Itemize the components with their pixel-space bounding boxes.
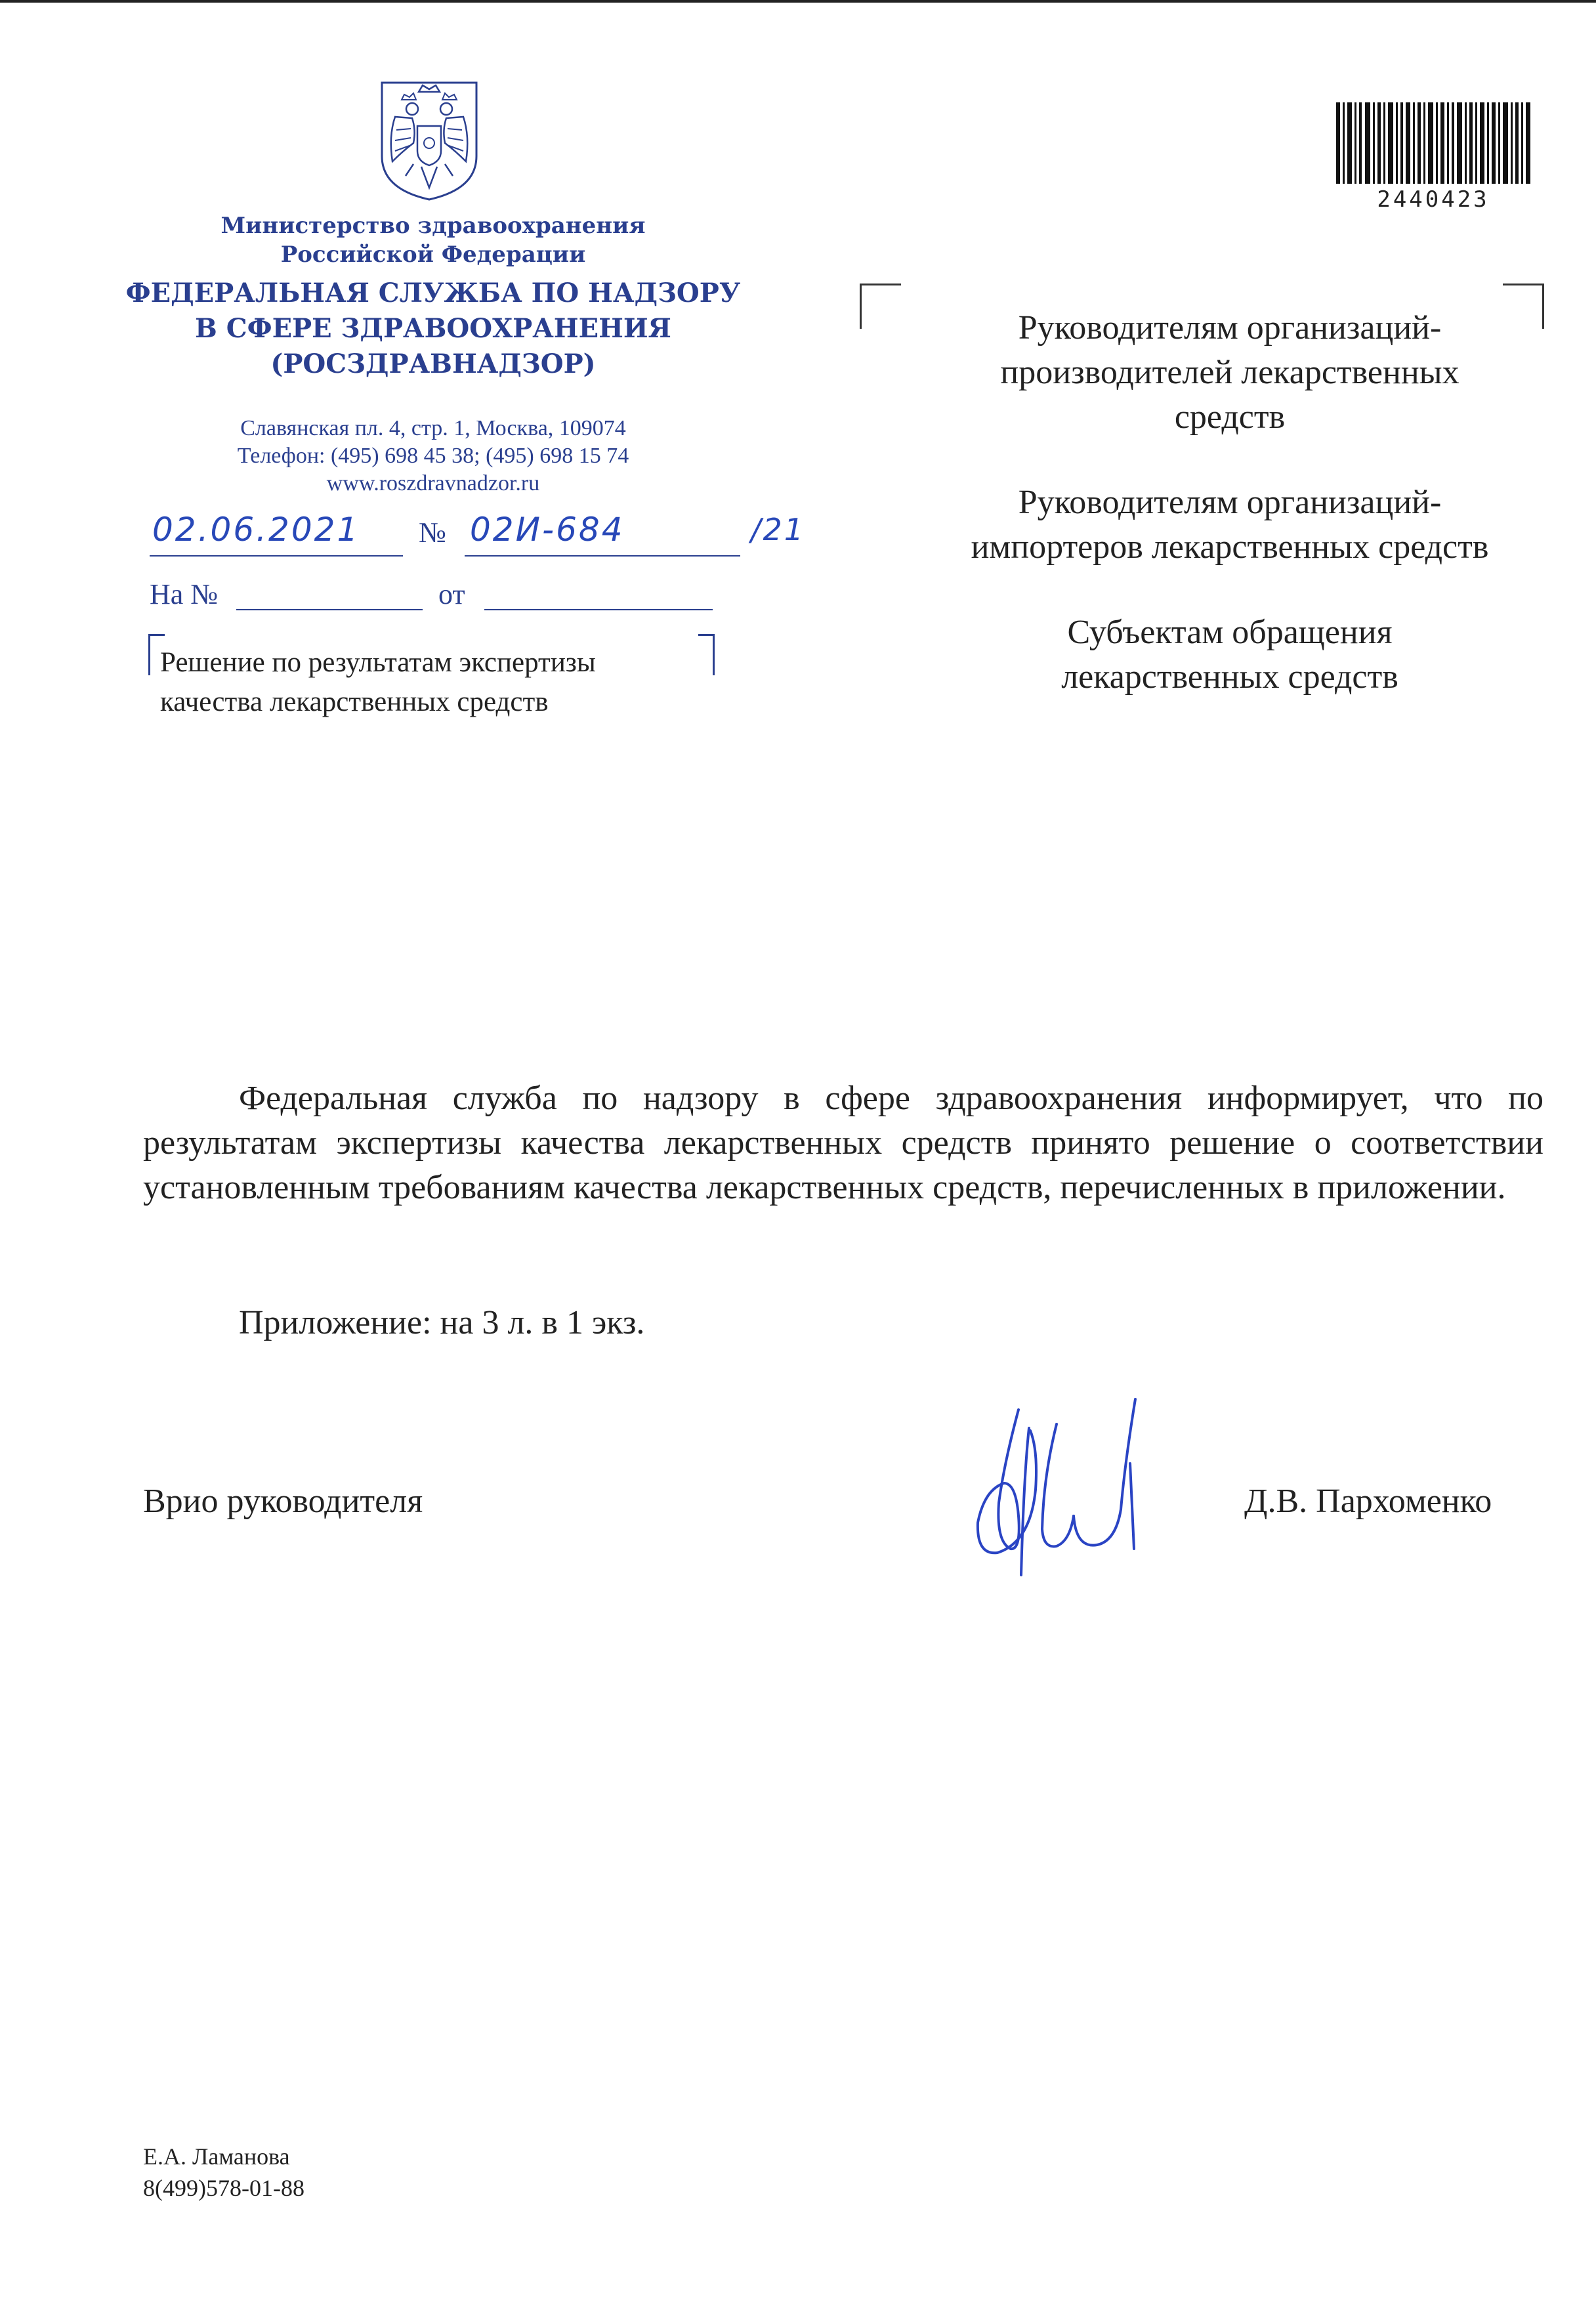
reply-to-label: На №: [150, 578, 219, 610]
reply-from-label: от: [438, 578, 465, 610]
address-bracket-left: [860, 284, 901, 329]
recipient-line: производителей лекарственных: [1000, 354, 1460, 391]
top-edge-line: [0, 0, 1596, 3]
executor-phone: 8(499)578-01-88: [143, 2175, 304, 2201]
barcode: [1336, 102, 1530, 184]
recipients-block: [908, 306, 1551, 740]
recipient-line: Руководителям организаций-: [1018, 484, 1442, 521]
ministry-name: [105, 211, 761, 269]
contact-block: [105, 415, 761, 497]
reply-date-line: [484, 609, 713, 610]
date-underline: [150, 555, 403, 557]
signatory-title: Врио руководителя: [143, 1483, 423, 1520]
number-underline: [465, 555, 740, 557]
handwritten-number: 02И-684: [470, 511, 625, 549]
barcode-number: 2440423: [1377, 186, 1490, 213]
handwritten-number-suffix: /21: [751, 512, 806, 547]
number-sign: №: [419, 516, 446, 549]
letter-body-paragraph: Федеральная служба по надзору в сфере здравоохранения информирует, что по результатам экспертизы качества лекарственных средств принято решение о соответствии установленным требованиям качества лекарственных средств, перечисленных в приложении.: [143, 1080, 1544, 1206]
recipient-line: Субъектам обращения: [1067, 614, 1393, 651]
website: www.roszdravnadzor.ru: [326, 471, 540, 495]
recipient-circulation-subjects: [908, 610, 1551, 700]
recipient-importers: [908, 480, 1551, 570]
appendix-note: Приложение: на 3 л. в 1 экз.: [239, 1304, 645, 1341]
letter-subject: [160, 643, 751, 722]
postal-address: Славянская пл. 4, стр. 1, Москва, 109074: [240, 416, 626, 440]
service-line-1: ФЕДЕРАЛЬНАЯ СЛУЖБА ПО НАДЗОРУ: [125, 278, 741, 308]
handwritten-signature: [958, 1385, 1175, 1588]
service-line-3: (РОСЗДРАВНАДЗОР): [270, 348, 596, 379]
handwritten-date: 02.06.2021: [152, 511, 360, 549]
subject-line-1: Решение по результатам экспертизы: [160, 647, 596, 678]
service-name: [105, 276, 761, 382]
ministry-line-1: Министерство здравоохранения: [220, 213, 646, 239]
recipient-line: импортеров лекарственных средств: [971, 528, 1489, 566]
phone-numbers: Телефон: (495) 698 45 38; (495) 698 15 74: [237, 444, 629, 468]
signatory-name: Д.В. Пархоменко: [1244, 1483, 1492, 1520]
recipient-manufacturers: [908, 306, 1551, 440]
executor-block: [143, 2141, 304, 2204]
service-line-2: В СФЕРЕ ЗДРАВООХРАНЕНИЯ: [195, 313, 671, 344]
registration-row: [150, 505, 839, 558]
executor-name: Е.А. Ламанова: [143, 2143, 290, 2170]
subject-line-2: качества лекарственных средств: [160, 686, 549, 717]
recipient-line: Руководителям организаций-: [1018, 309, 1442, 347]
reply-number-line: [236, 609, 423, 610]
recipient-line: средств: [1174, 398, 1286, 436]
recipient-line: лекарственных средств: [1061, 658, 1398, 696]
coat-of-arms-emblem: [375, 77, 483, 202]
ministry-line-2: Российской Федерации: [280, 242, 586, 268]
